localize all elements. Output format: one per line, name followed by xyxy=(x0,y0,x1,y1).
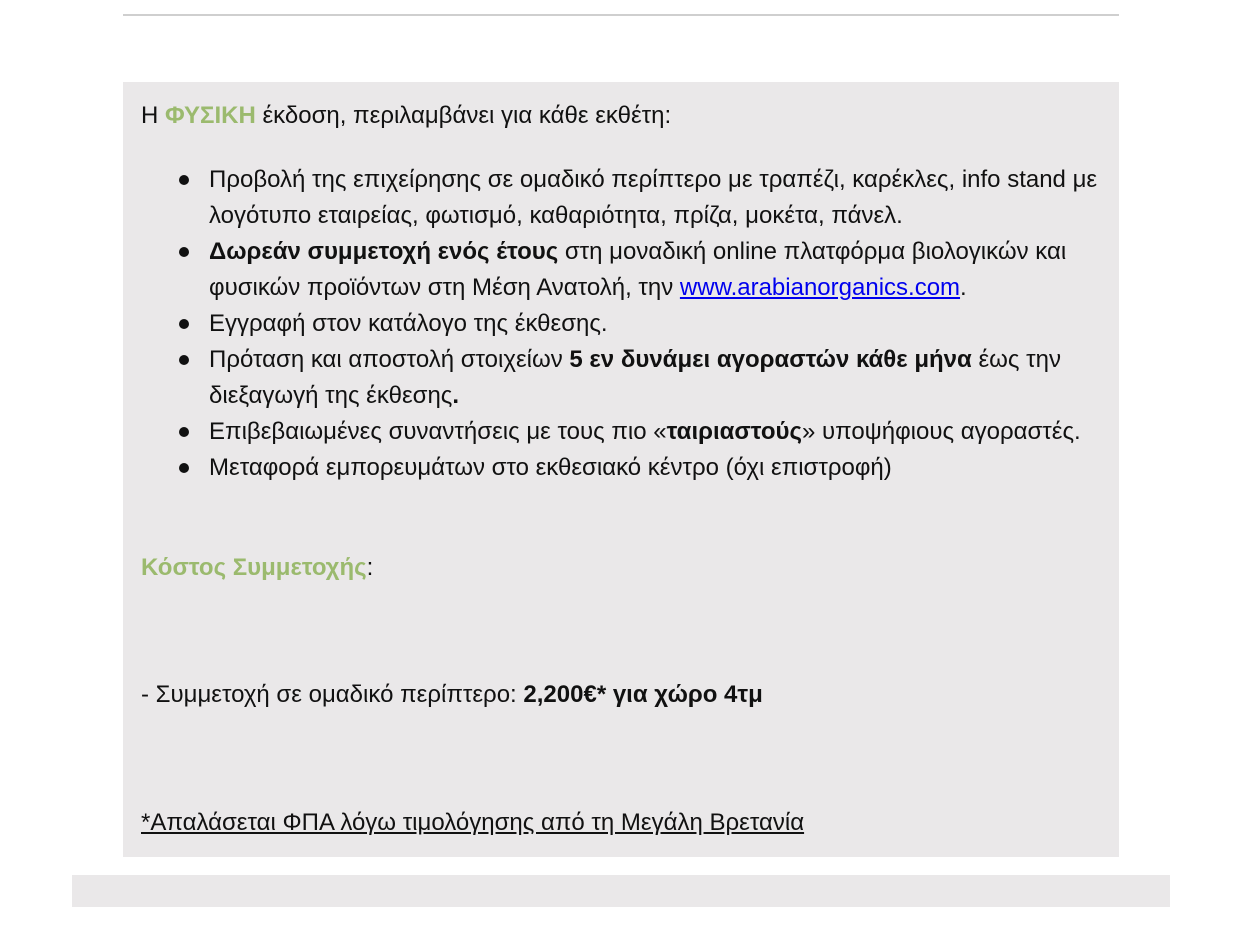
features-list xyxy=(141,162,1101,486)
list-item xyxy=(209,450,1101,486)
bullet-icon xyxy=(179,355,189,365)
list-item xyxy=(209,162,1101,234)
list-item xyxy=(209,342,1101,414)
feature-text: Μεταφορά εμπορευμάτων στο εκθεσιακό κέντρο (όχι επιστροφή) xyxy=(209,454,892,481)
cost-line xyxy=(141,677,763,713)
list-item xyxy=(209,234,1101,306)
feature-text: Επιβεβαιωμένες συναντήσεις με τους πιο « xyxy=(209,418,667,445)
feature-text: Εγγραφή στον κατάλογο της έκθεσης. xyxy=(209,310,608,337)
feature-bold: ταιριαστούς xyxy=(666,418,802,445)
feature-text: στη μοναδική online πλατφόρμα βιολογικών και φυσικών προϊόντων στη Μέση Ανατολή, την xyxy=(209,238,1067,301)
feature-text-2: » υποψήφιους αγοραστές. xyxy=(801,418,1081,445)
feature-bold-end: . xyxy=(452,382,460,409)
list-item xyxy=(209,306,1101,342)
bullet-icon xyxy=(179,175,189,185)
cost-line-prefix: - Συμμετοχή σε ομαδικό περίπτερο: xyxy=(141,681,524,708)
bullet-icon xyxy=(179,319,189,329)
info-panel xyxy=(123,82,1119,857)
feature-text: Πρόταση και αποστολή στοιχείων xyxy=(209,346,570,373)
edition-highlight: ΦΥΣΙΚΗ xyxy=(165,102,256,129)
cost-heading-label: Κόστος Συμμετοχής xyxy=(141,554,367,581)
feature-text: Προβολή της επιχείρησης σε ομαδικό περίπτερο με τραπέζι, καρέκλες, info stand με λογότυπο εταιρείας, φωτισμό, καθαριότητα, πρίζα, μοκέτα, πάνελ. xyxy=(209,166,1098,229)
feature-end: . xyxy=(960,274,967,301)
feature-bold: 5 εν δυνάμει αγοραστών κάθε μήνα xyxy=(569,346,972,373)
list-item xyxy=(209,414,1101,450)
bullet-icon xyxy=(179,247,189,257)
arabianorganics-link[interactable]: www.arabianorganics.com xyxy=(679,274,961,301)
intro-suffix: έκδοση, περιλαμβάνει για κάθε εκθέτη: xyxy=(255,102,672,129)
intro-text xyxy=(141,98,1101,134)
feature-text-2: έως την διεξαγωγή της έκθεσης xyxy=(209,346,1061,409)
cost-heading-colon: : xyxy=(366,554,374,581)
feature-bold: Δωρεάν συμμετοχή ενός έτους xyxy=(209,238,559,265)
bullet-icon xyxy=(179,463,189,473)
cost-price: 2,200€* για χώρο 4τμ xyxy=(523,681,763,708)
intro-prefix: Η xyxy=(141,102,165,129)
vat-note: *Απαλάσεται ΦΠΑ λόγω τιμολόγησης από τη Μεγάλη Βρετανία xyxy=(141,809,805,836)
footer-bar xyxy=(72,875,1170,907)
cost-heading xyxy=(141,550,373,586)
bullet-icon xyxy=(179,427,189,437)
top-divider xyxy=(123,14,1119,16)
